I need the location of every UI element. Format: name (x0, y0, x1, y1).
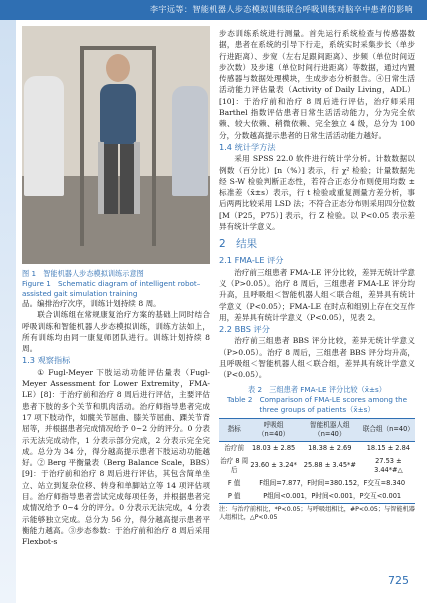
figure-1-caption-cn: 图 1 智能机器人步态模拟训练示意图 (22, 269, 144, 278)
left-column (22, 298, 210, 548)
paragraph: 治疗前三组患者 FMA-LE 评分比较，差异无统计学意义（P>0.05）。治疗 8 周后，三组患者 FMA-LE 评分均升高，且呼吸组＜智能机器人组＜联合组，差异具有统计学意义（P<0.05）；FMA-LE 在时点和组别上存在交互作用，差异具有统计学意义（P<0.05），见表 2。 (219, 267, 415, 322)
table-cell: 27.53 ± 3.44*#△ (374, 456, 403, 474)
table-2-title-cn: 表 2 三组患者 FMA-LE 评分比较（x̄±s） (248, 384, 386, 394)
paragraph: 步态训练系统进行测量。首先运行系统检查与传感器数据，患者在系统的引导下行走，系统实时采集步长（单步行进距离）、步宽（左右足跟间距离）、步频（单位时间迈步次数）及步速（单位时间行进距离）等数据，通过内置传感器与数据处理模块，生成步态分析报告。④日常生活活动能力评估量表（Activity of Daily Living，ADL）[10]：于治疗前和治疗 8 周后进行评估，治疗师采用 Barthel 指数评估患者日常生活活动能力，分为完全依赖、较大依赖、稍微依赖、完全独立 4 级，总分为 100 分，分数越高提示患者的日常生活活动能力越好。 (219, 29, 415, 140)
section-heading-1-4: 1.4 统计学方法 (219, 141, 276, 152)
table-row (219, 455, 415, 477)
paragraph: 采用 SPSS 22.0 软件进行统计学分析。计数数据以例数（百分比）[n（%）] 表示，行 χ² 检验；计量数据先经 S-W 检验判断正态性，若符合正态分布则使用均数 ± 标准差（x̄±s）表示，行 t 检验或重复测量方差分析，事后两两比较采用 LSD 法；不符合正态分布则采用四分位数 [M（P25，P75）] 表示，行 Z 检验。以 P<0.05 表示差异有统计学意义。 (219, 154, 415, 232)
table-row (219, 490, 415, 504)
table-cell: 25.88 ± 3.45*# (303, 461, 356, 470)
patient-head (106, 54, 130, 82)
table-2-caption (219, 385, 415, 415)
section-heading-2-2: 2.2 BBS 评分 (219, 324, 270, 335)
table-header-cell: 指标 (219, 418, 249, 441)
table-cell: 18.15 ± 2.84 (366, 443, 410, 452)
right-column (219, 28, 415, 523)
table-cell: 治疗 8 周后 (220, 456, 249, 474)
exoskeleton-left (98, 142, 104, 214)
table-header-cell: 联合组（n=40） (362, 418, 415, 441)
section-heading-2: 2 结果 (219, 238, 258, 251)
paragraph: 品。编排治疗次序，训练计划持续 8 周。 (22, 299, 161, 308)
paragraph: 治疗前三组患者 BBS 评分比较，差异无统计学意义（P>0.05）。治疗 8 周后，三组患者 BBS 评分均升高，且呼吸组＜智能机器人组＜联合组，差异具有统计学意义（P<0.05）。 (219, 336, 415, 380)
table-header-row (219, 418, 415, 441)
table-cell: 18.38 ± 2.69 (308, 443, 352, 452)
figure-1-caption (22, 269, 210, 299)
table-cell: 18.03 ± 2.85 (251, 443, 296, 452)
table-cell: 治疗前 (224, 443, 245, 452)
table-cell: 23.60 ± 3.24* (250, 461, 297, 470)
patient-torso (100, 84, 136, 144)
figure-1-caption-en: Figure 1 Schematic diagram of intelligent robot–assisted gait simulation training (22, 279, 201, 298)
table-cell: F 值 (227, 478, 241, 487)
table-cell: F组间=7.877，F时间=380.152，F交互=8.340 (259, 478, 406, 487)
table-cell: P 值 (219, 490, 249, 504)
figure-1-photo (22, 26, 210, 264)
therapist-figure (24, 76, 64, 196)
section-heading-2-1: 2.1 FMA-LE 评分 (219, 255, 284, 266)
running-title: 李宇远等：智能机器人步态模拟训练联合呼吸训练对脑卒中患者的影响 (149, 4, 413, 14)
table-row (219, 477, 415, 490)
table-cell: P组间<0.001，P时间<0.001，P交互<0.001 (249, 490, 415, 504)
table-row (219, 441, 415, 455)
table-2 (219, 418, 415, 504)
table-header-cell: 呼吸组（n=40） (249, 418, 298, 441)
table-header-cell: 智能机器人组（n=40） (298, 418, 362, 441)
paragraph: ① Fugl-Meyer 下肢运动功能评估量表（Fugl-Meyer Assessment for Lower Extremity，FMA-LE）[8]：于治疗前和治疗 8 周后进行评估，主要评估患者下肢的多个关节和肌肉活动。治疗师指导患者完成 17 项下肢动作，如髋关节屈曲、膝关节屈曲、踝关节背屈等，并根据患者完成情况给予 0~2 分的评分。0 分表示无法完成动作，1 分表示部分完成，2 分表示完全完成。总分为 34 分，得分越高提示患者下肢运动功能越好。② Berg 平衡量表（Berg Balance Scale，BBS）[9]：于治疗前和治疗 8 周后进行评估，其包含简单坐立、站立到复杂位移、转身和单脚站立等 14 项评估项目。治疗师指导患者尝试完成每项任务，并根据患者完成情况给予 0~4 分的评分。0 分表示无法完成，4 分表示能够独立完成。总分为 56 分，得分越高提示患者平衡能力越高。③步态参数：于治疗前和治疗 8 周后采用 Flexbot-s (22, 367, 210, 547)
table-2-note: 注：与治疗前相比，*P<0.05；与呼吸组相比，#P<0.05；与智能机器人组相比，△P<0.05 (219, 505, 415, 522)
page-number: 725 (388, 574, 409, 587)
exoskeleton-right (134, 142, 140, 214)
paragraph: 联合训练组在常规康复治疗方案的基础上同时结合呼吸训练和智能机器人步态模拟训练，训练方法如上，所有训练均由同一康复师团队进行。训练计划持续 8 周。 (22, 310, 210, 354)
section-heading-1-3: 1.3 观察指标 (22, 355, 71, 366)
running-header (0, 0, 427, 20)
therapist-figure-2 (172, 86, 208, 196)
side-band (0, 20, 16, 603)
table-2-title-en: Table 2 Comparison of FMA-LE scores among the three groups of patients（x̄±s） (226, 394, 408, 414)
